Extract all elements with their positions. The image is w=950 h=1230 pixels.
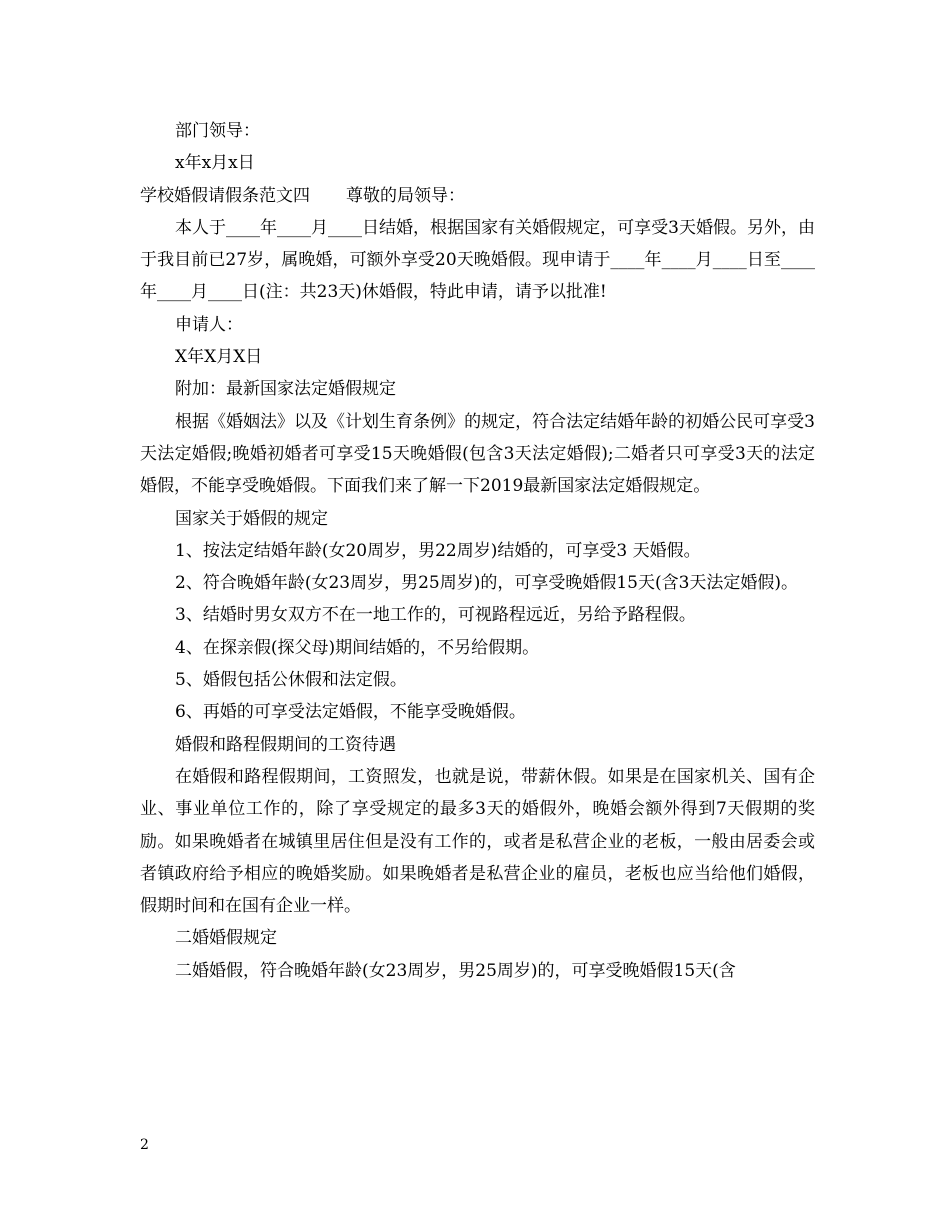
- rule-item: 2、符合晚婚年龄(女23周岁，男25周岁)的，可享受晚婚假15天(含3天法定婚假)。: [175, 573, 799, 594]
- document-body: [140, 115, 815, 987]
- salutation-line: 部门领导：: [175, 121, 260, 141]
- applicant-date-line: X年X月X日: [175, 347, 263, 368]
- section-heading: 学校婚假请假条范文四: [140, 185, 310, 206]
- rule-item: 6、再婚的可享受法定婚假，不能享受晚婚假。: [175, 702, 526, 723]
- remarriage-paragraph: 二婚婚假，符合晚婚年龄(女23周岁，男25周岁)的，可享受晚婚假15天(含: [175, 960, 736, 981]
- law-intro-paragraph: 根据《婚姻法》以及《计划生育条例》的规定，符合法定结婚年龄的初婚公民可享受3天法定婚假;晚婚初婚者可享受15天晚婚假(包含3天法定婚假);二婚者只可享受3天的法定婚假，不能享受晚婚假。下面我们来了解一下2019最新国家法定婚假规定。: [140, 411, 815, 497]
- rule-item: 5、婚假包括公休假和法定假。: [175, 670, 407, 691]
- request-paragraph: 本人于____年____月____日结婚，根据国家有关婚假规定，可享受3天婚假。另外，由于我目前已27岁，属晚婚，可额外享受20天晚婚假。现申请于____年____月____日至____年____月____日(注：共23天)休婚假，特此申请，请予以批准!: [140, 217, 815, 303]
- applicant-line: 申请人：: [175, 314, 243, 335]
- rule-item: 3、结婚时男女双方不在一地工作的，可视路程远近，另给予路程假。: [175, 605, 696, 626]
- salary-paragraph: 在婚假和路程假期间，工资照发，也就是说，带薪休假。如果是在国家机关、国有企业、事业单位工作的，除了享受规定的最多3天的婚假外，晚婚会额外得到7天假期的奖励。如果晚婚者在城镇里居住但是没有工作的，或者是私营企业的老板，一般由居委会或者镇政府给予相应的晚婚奖励。如果晚婚者是私营企业的雇员，老板也应当给他们婚假，假期时间和在国有企业一样。: [140, 766, 815, 917]
- appendix-heading: 附加：最新国家法定婚假规定: [175, 379, 396, 400]
- letter-salutation: 尊敬的局领导：: [346, 185, 465, 206]
- rule-item: 4、在探亲假(探父母)期间结婚的，不另给假期。: [175, 637, 540, 658]
- rules-heading: 国家关于婚假的规定: [175, 508, 328, 529]
- section-heading-line: [140, 180, 815, 212]
- rule-item: 1、按法定结婚年龄(女20周岁，男22周岁)结婚的，可享受3 天婚假。: [175, 540, 701, 561]
- salary-heading: 婚假和路程假期间的工资待遇: [175, 734, 396, 755]
- remarriage-heading: 二婚婚假规定: [175, 928, 277, 949]
- page-number: 2: [140, 1137, 149, 1153]
- date-line: x年x月x日: [175, 153, 255, 174]
